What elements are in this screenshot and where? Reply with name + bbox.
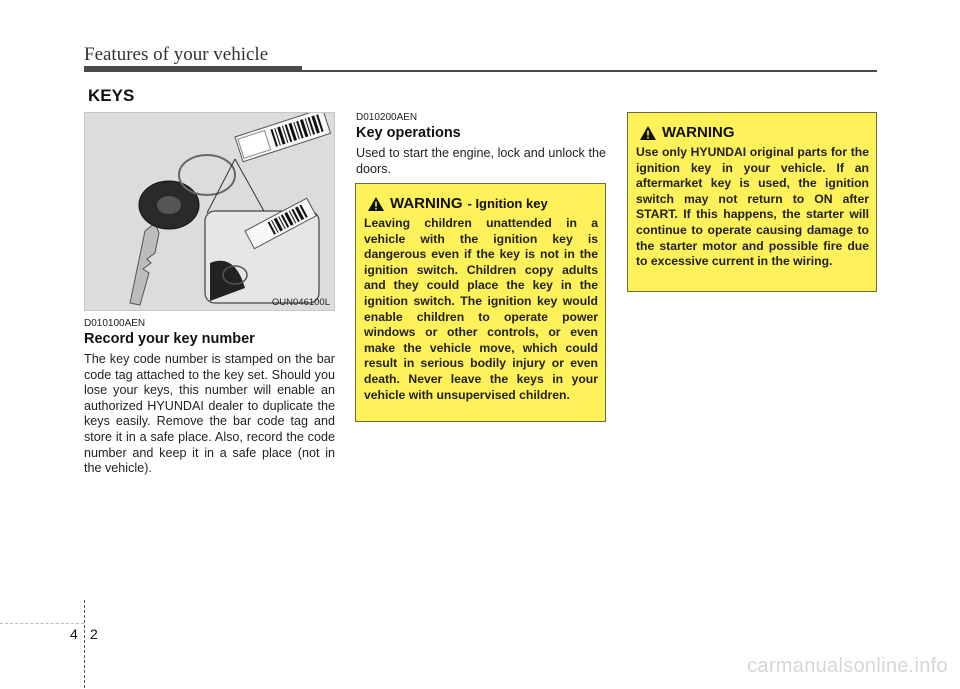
page-number: 2	[90, 626, 98, 642]
key-operations-body: Used to start the engine, lock and unlock the doors.	[356, 146, 606, 176]
footer-rule	[0, 623, 84, 624]
footer-divider	[84, 600, 85, 688]
chapter-number: 4	[70, 626, 78, 642]
warning-ignition-key-title: WARNING	[390, 195, 463, 212]
warning-triangle-icon	[640, 126, 656, 140]
section-title: KEYS	[88, 86, 135, 105]
warning-ignition-key-subtitle: - Ignition key	[467, 196, 548, 211]
warning-ignition-key-box	[355, 183, 606, 422]
key-illustration	[84, 112, 335, 311]
warning-original-parts-box	[627, 112, 877, 292]
page-header-title: Features of your vehicle	[84, 44, 269, 65]
watermark: carmanualsonline.info	[747, 655, 948, 677]
key-drawing-icon	[85, 113, 335, 311]
warning-ignition-key-body: Leaving children unattended in a vehicle with the ignition key is dangerous even if the key is not in the ignition switch. Children copy adults and they could place the key in the ignition switch. The ignition key would enable children to operate power windows or other controls, or even make the vehicle move, which could result in serious bodily injury or even death. Never leave the keys in your vehicle with unsupervised children.	[364, 216, 598, 402]
warning-original-parts-title: WARNING	[662, 124, 735, 141]
figure-caption: OUN046100L	[271, 297, 330, 308]
header-rule-thick	[84, 66, 302, 72]
header-rule-thin	[300, 70, 877, 72]
warning-ignition-key-header	[368, 195, 548, 212]
record-key-body: The key code number is stamped on the bar code tag attached to the key set. Should you lose your keys, this number will enable an authorized HYUNDAI dealer to duplicate the keys easily. Remove the bar code tag and store it in a safe place. Also, record the code number and keep it in a safe place (not in the vehicle).	[84, 352, 335, 476]
warning-original-parts-body: Use only HYUNDAI original parts for the ignition key in your vehicle. If an aftermarket key is used, the ignition switch may not return to ON after START. If this happens, the starter will continue to operate causing damage to the starter motor and possible fire due to excessive current in the wiring.	[636, 145, 869, 269]
record-key-code: D010100AEN	[84, 318, 146, 329]
key-operations-code: D010200AEN	[356, 112, 418, 123]
warning-original-parts-header	[640, 124, 735, 141]
record-key-heading: Record your key number	[84, 331, 255, 347]
warning-triangle-icon	[368, 197, 384, 211]
key-operations-heading: Key operations	[356, 125, 461, 141]
